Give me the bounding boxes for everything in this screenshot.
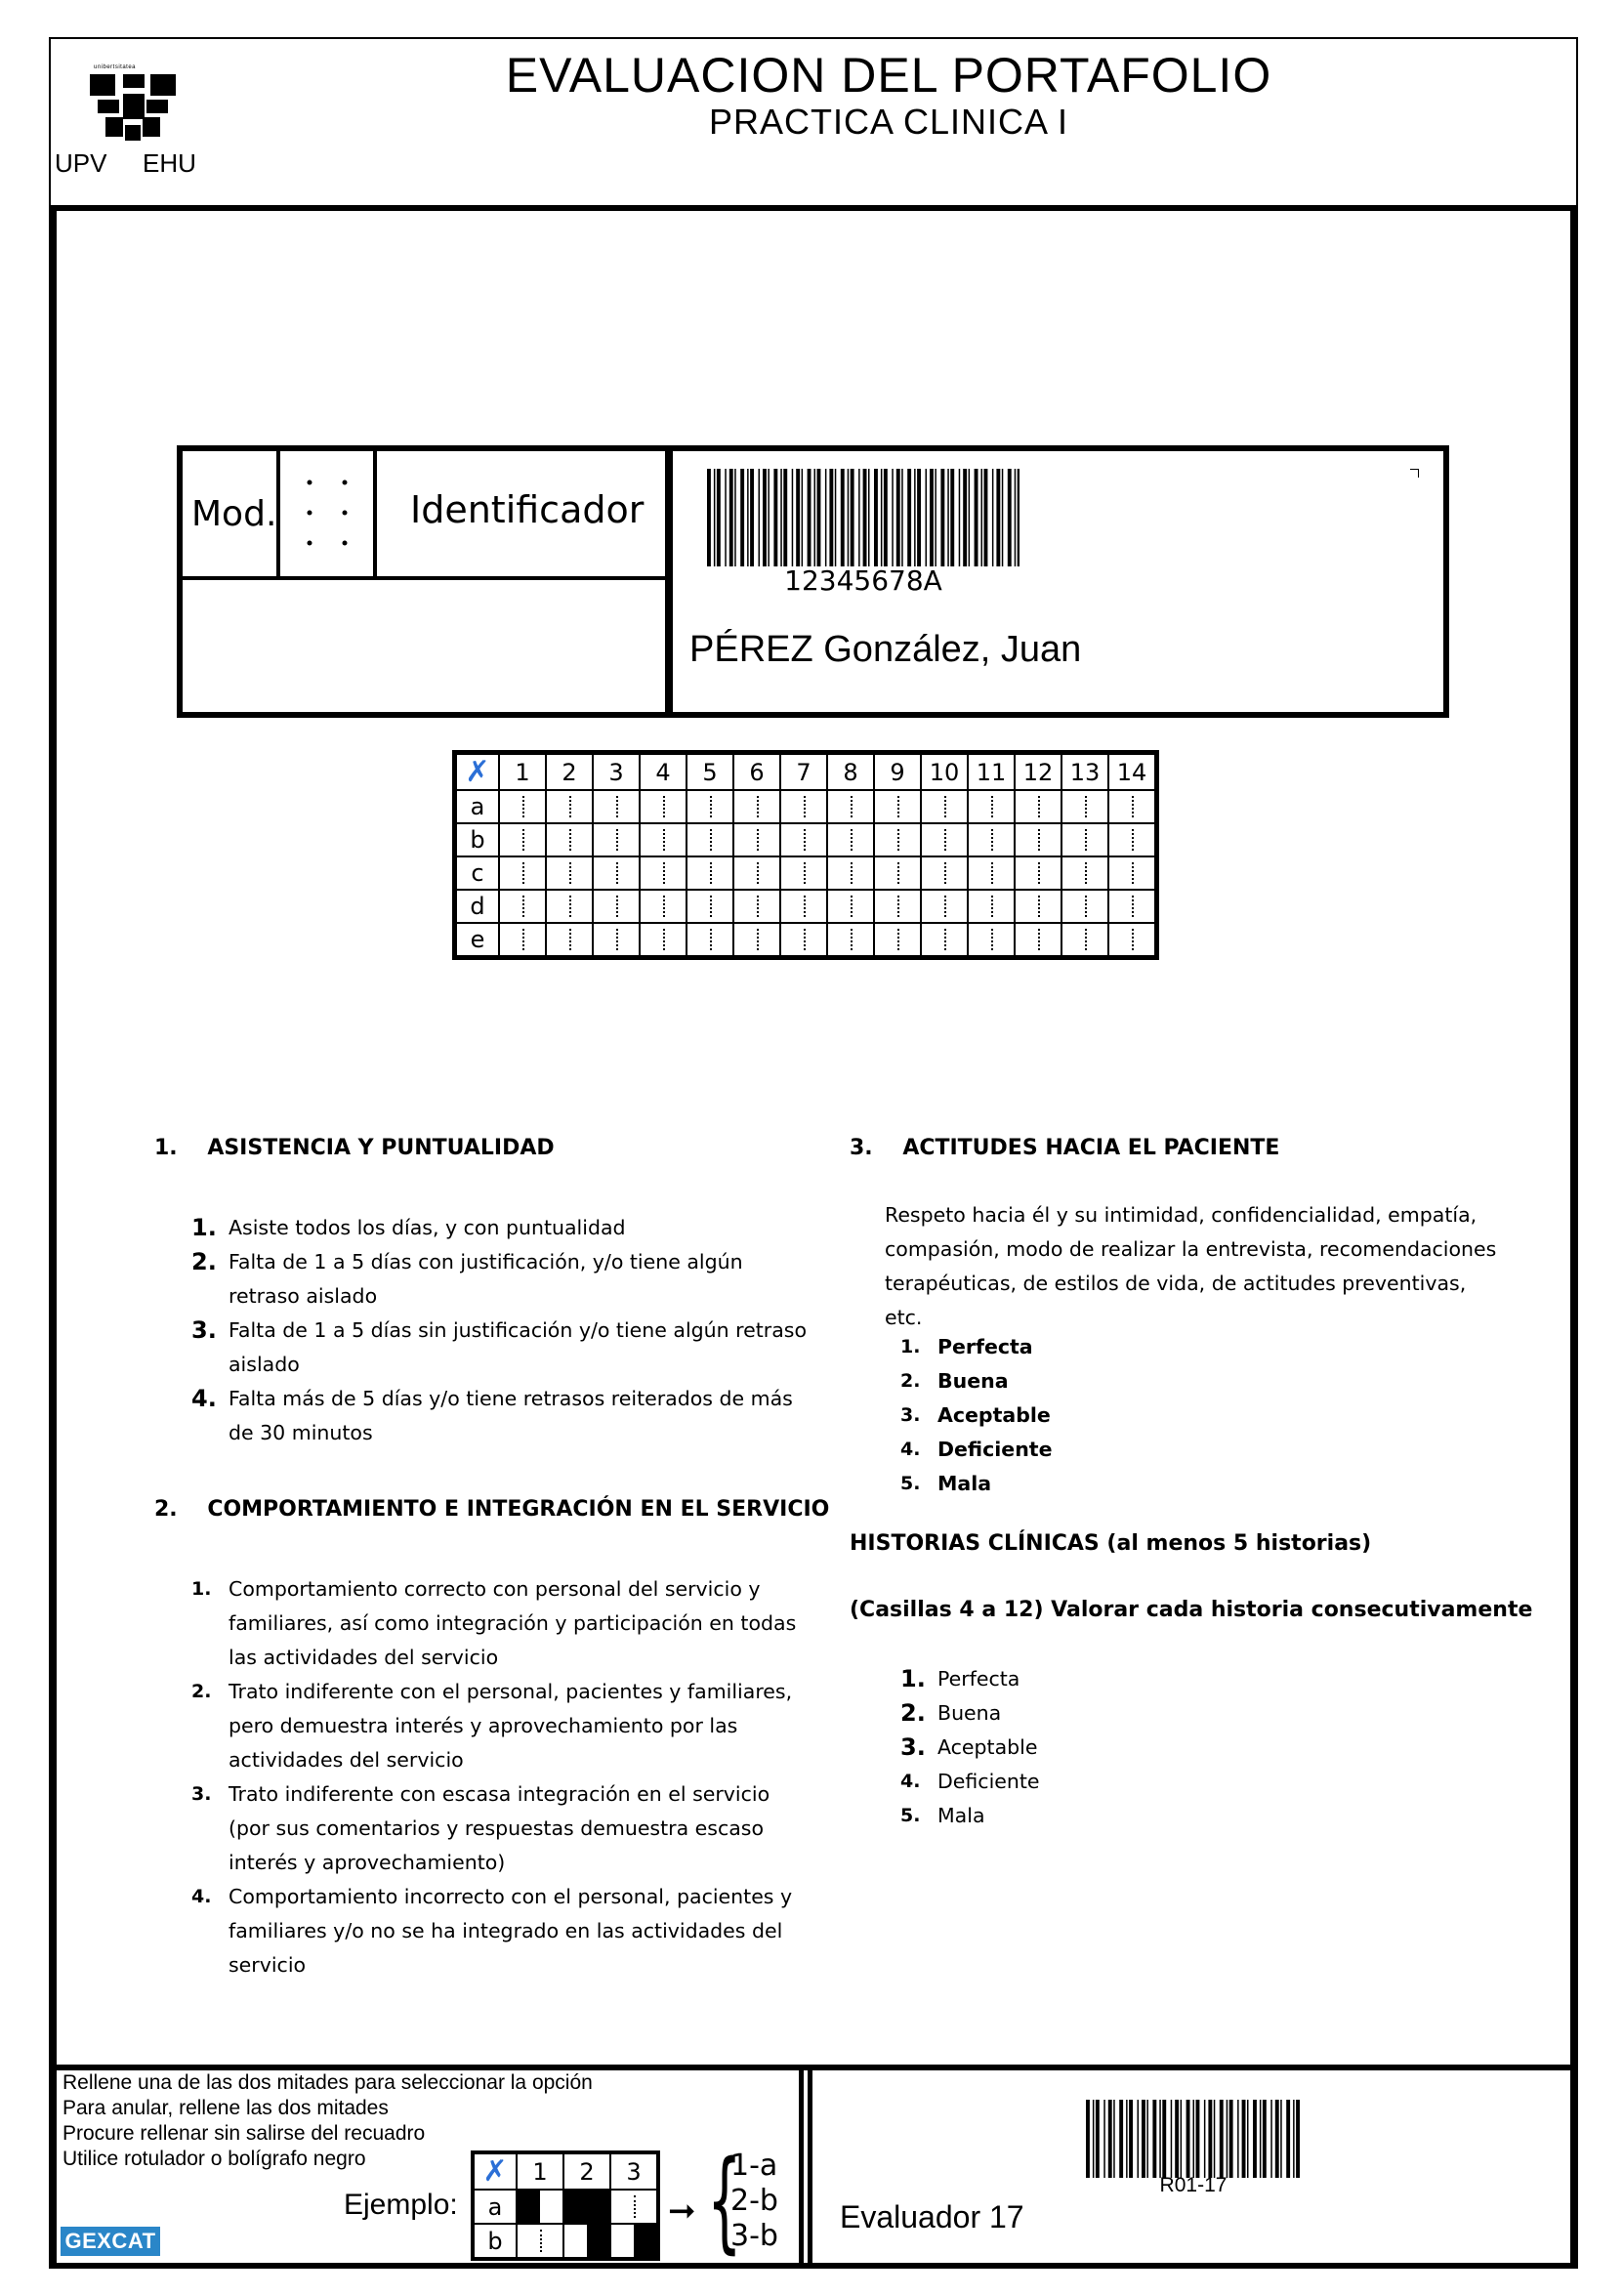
grid-col-header: 10 <box>921 753 968 791</box>
grid-row-label: c <box>455 856 500 890</box>
answer-cell-d-4[interactable] <box>640 890 687 923</box>
evaluator-code: R01-17 <box>1159 2174 1228 2196</box>
logo-tiny-text: unibertsitatea <box>94 64 137 70</box>
grid-row-e <box>455 923 1157 958</box>
section2-title-text: COMPORTAMIENTO E INTEGRACIÓN EN EL SERVICIO <box>207 1497 830 1522</box>
answer-cell-b-7[interactable] <box>780 823 827 856</box>
mod-dots-icon <box>280 459 373 566</box>
example-row-label: b <box>473 2224 517 2259</box>
list-item: 3. Trato indiferente con escasa integración en el servicio (por sus comentarios y respuestas demuestra escaso interés y aprovechamiento) <box>191 1782 770 1874</box>
answer-cell-c-10[interactable] <box>921 856 968 890</box>
answer-cell-d-13[interactable] <box>1061 890 1108 923</box>
answer-cell-c-9[interactable] <box>874 856 921 890</box>
example-grid <box>471 2150 660 2261</box>
list-item: 3. Aceptable <box>900 1403 1051 1427</box>
answer-cell-c-13[interactable] <box>1061 856 1108 890</box>
barcode-icon <box>707 469 1020 566</box>
gexcat-logo: GEXCAT <box>61 2227 160 2256</box>
example-cell-filled-full <box>563 2190 610 2224</box>
answer-cell-a-6[interactable] <box>733 790 780 823</box>
example-label: Ejemplo: <box>344 2189 458 2221</box>
grid-col-header: 6 <box>733 753 780 791</box>
answer-cell-e-7[interactable] <box>780 923 827 958</box>
section1-title <box>154 1136 555 1160</box>
answer-cell-e-2[interactable] <box>546 923 593 958</box>
list-item: 5. Mala <box>900 1472 992 1495</box>
example-result: 2-b <box>730 2184 778 2218</box>
arrow-right-icon: ➞ <box>668 2192 696 2230</box>
answer-cell-b-2[interactable] <box>546 823 593 856</box>
answer-cell-b-13[interactable] <box>1061 823 1108 856</box>
answer-cell-e-14[interactable] <box>1108 923 1157 958</box>
answer-cell-e-13[interactable] <box>1061 923 1108 958</box>
example-grid-header <box>473 2152 658 2190</box>
list-item: 1. Perfecta <box>900 1665 1020 1692</box>
section3-number: 3. <box>850 1136 873 1160</box>
list-item: 3. Falta de 1 a 5 días sin justificación y/o tiene algún retraso aislado <box>191 1316 808 1376</box>
answer-cell-c-6[interactable] <box>733 856 780 890</box>
answer-cell-d-3[interactable] <box>593 890 640 923</box>
answer-cell-b-5[interactable] <box>687 823 733 856</box>
answer-cell-a-1[interactable] <box>499 790 546 823</box>
example-result: 1-a <box>730 2149 778 2183</box>
grid-col-header: 3 <box>593 753 640 791</box>
grid-col-header: 5 <box>687 753 733 791</box>
answer-cell-a-3[interactable] <box>593 790 640 823</box>
answer-cell-a-13[interactable] <box>1061 790 1108 823</box>
answer-cell-d-8[interactable] <box>827 890 874 923</box>
grid-col-header: 4 <box>640 753 687 791</box>
grid-row-label: b <box>455 823 500 856</box>
answer-cell-c-4[interactable] <box>640 856 687 890</box>
grid-col-header: 13 <box>1061 753 1108 791</box>
list-item: 4. Falta más de 5 días y/o tiene retrasos reiterados de más de 30 minutos <box>191 1385 793 1444</box>
example-row-b <box>473 2224 658 2259</box>
section3-title-text: ACTITUDES HACIA EL PACIENTE <box>902 1136 1280 1160</box>
answer-cell-c-8[interactable] <box>827 856 874 890</box>
answer-cell-a-9[interactable] <box>874 790 921 823</box>
instruction-line: Procure rellenar sin salirse del recuadro <box>62 2122 426 2145</box>
answer-cell-e-5[interactable] <box>687 923 733 958</box>
list-item: 2. Falta de 1 a 5 días con justificación, y/o tiene algún retraso aislado <box>191 1248 743 1308</box>
section3-description: Respeto hacia él y su intimidad, confidencialidad, empatía, compasión, modo de realizar la entrevista, recomendaciones terapéuticas, de estilos de vida, de actitudes preventivas, etc. <box>885 1203 1497 1329</box>
footer-divider <box>799 2065 812 2269</box>
answer-cell-d-1[interactable] <box>499 890 546 923</box>
grid-col-header: 12 <box>1015 753 1061 791</box>
answer-cell-d-14[interactable] <box>1108 890 1157 923</box>
answer-cell-d-5[interactable] <box>687 890 733 923</box>
answer-cell-b-9[interactable] <box>874 823 921 856</box>
answer-cell-b-6[interactable] <box>733 823 780 856</box>
instruction-line: Para anular, rellene las dos mitades <box>62 2097 389 2119</box>
answer-cell-b-11[interactable] <box>968 823 1015 856</box>
answer-cell-d-11[interactable] <box>968 890 1015 923</box>
example-cell-filled-right <box>610 2224 658 2259</box>
mod-label: Mod. <box>191 494 277 534</box>
upv-ehu-logo-icon <box>84 66 182 145</box>
section1-title-text: ASISTENCIA Y PUNTUALIDAD <box>207 1136 555 1160</box>
answer-cell-b-14[interactable] <box>1108 823 1157 856</box>
historias-title: HISTORIAS CLÍNICAS (al menos 5 historias) <box>850 1531 1372 1556</box>
answer-cell-c-12[interactable] <box>1015 856 1061 890</box>
document-subtitle: PRACTICA CLINICA I <box>708 102 1069 142</box>
answer-cell-c-2[interactable] <box>546 856 593 890</box>
list-item: 2. Buena <box>900 1369 1009 1393</box>
evaluator-barcode-icon <box>1086 2100 1301 2178</box>
example-row-a <box>473 2190 658 2224</box>
answer-cell-a-4[interactable] <box>640 790 687 823</box>
grid-row-a <box>455 790 1157 823</box>
answer-cell-e-9[interactable] <box>874 923 921 958</box>
list-item: 4. Deficiente <box>900 1770 1040 1793</box>
logo-upv-text: UPV <box>55 148 107 178</box>
answer-cell-c-11[interactable] <box>968 856 1015 890</box>
grid-col-header: 14 <box>1108 753 1157 791</box>
answer-cell-c-3[interactable] <box>593 856 640 890</box>
example-cell-empty <box>610 2190 658 2224</box>
answer-cell-e-12[interactable] <box>1015 923 1061 958</box>
example-cell-filled-left <box>517 2190 563 2224</box>
answer-cell-b-1[interactable] <box>499 823 546 856</box>
answer-cell-d-7[interactable] <box>780 890 827 923</box>
answer-cell-b-12[interactable] <box>1015 823 1061 856</box>
example-col-header: 1 <box>517 2152 563 2190</box>
answer-cell-a-8[interactable] <box>827 790 874 823</box>
answer-cell-a-5[interactable] <box>687 790 733 823</box>
historias-options <box>900 1662 1291 1833</box>
grid-row-label: a <box>455 790 500 823</box>
grid-corner-x-icon: ✗ <box>455 753 500 791</box>
grid-col-header: 2 <box>546 753 593 791</box>
corner-mark-icon <box>1410 469 1419 478</box>
grid-corner-x-icon: ✗ <box>473 2152 517 2190</box>
student-name: PÉREZ González, Juan <box>689 629 1082 670</box>
list-item: 2. Buena <box>900 1699 1002 1727</box>
grid-row-label: d <box>455 890 500 923</box>
section3-title <box>850 1136 1279 1160</box>
answer-cell-e-8[interactable] <box>827 923 874 958</box>
instruction-line: Rellene una de las dos mitades para seleccionar la opción <box>62 2071 593 2094</box>
section2-number: 2. <box>154 1497 178 1522</box>
answer-cell-c-5[interactable] <box>687 856 733 890</box>
grid-row-d <box>455 890 1157 923</box>
answer-cell-a-11[interactable] <box>968 790 1015 823</box>
list-item: 4. Comportamiento incorrecto con el personal, pacientes y familiares y/o no se ha integrado en las actividades del servicio <box>191 1885 793 1977</box>
answer-cell-c-7[interactable] <box>780 856 827 890</box>
example-col-header: 2 <box>563 2152 610 2190</box>
grid-row-c <box>455 856 1157 890</box>
grid-col-header: 7 <box>780 753 827 791</box>
grid-row-b <box>455 823 1157 856</box>
list-item: 3. Aceptable <box>900 1733 1038 1761</box>
answer-cell-a-10[interactable] <box>921 790 968 823</box>
list-item: 1. Perfecta <box>900 1335 1033 1358</box>
answer-cell-d-9[interactable] <box>874 890 921 923</box>
list-item: 1. Comportamiento correcto con personal del servicio y familiares, así como integración y participación en todas las actividades del servicio <box>191 1577 797 1669</box>
historias-subtitle: (Casillas 4 a 12) Valorar cada historia consecutivamente <box>850 1598 1533 1622</box>
logo-ehu-text: EHU <box>143 148 196 178</box>
answer-cell-e-1[interactable] <box>499 923 546 958</box>
answer-cell-d-2[interactable] <box>546 890 593 923</box>
barcode-number: 12345678A <box>784 564 942 597</box>
list-item: 5. Mala <box>900 1804 985 1827</box>
answer-cell-c-14[interactable] <box>1108 856 1157 890</box>
answer-cell-b-8[interactable] <box>827 823 874 856</box>
answer-cell-e-4[interactable] <box>640 923 687 958</box>
answer-cell-b-3[interactable] <box>593 823 640 856</box>
brace-icon: { <box>707 2138 742 2265</box>
identifier-label: Identificador <box>410 488 645 531</box>
answer-cell-e-10[interactable] <box>921 923 968 958</box>
grid-col-header: 8 <box>827 753 874 791</box>
id-box-hline <box>177 576 669 580</box>
grid-row-label: e <box>455 923 500 958</box>
example-results <box>730 2149 778 2254</box>
answer-cell-a-7[interactable] <box>780 790 827 823</box>
list-item: 2. Trato indiferente con el personal, pacientes y familiares, pero demuestra interés y aprovechamiento por las actividades del servicio <box>191 1680 793 1772</box>
answer-grid-header <box>455 753 1157 791</box>
section1-options <box>191 1211 816 1450</box>
answer-cell-a-2[interactable] <box>546 790 593 823</box>
answer-cell-e-3[interactable] <box>593 923 640 958</box>
answer-cell-b-4[interactable] <box>640 823 687 856</box>
example-row-label: a <box>473 2190 517 2224</box>
section3-options <box>900 1330 1291 1501</box>
mod-separator <box>373 445 377 580</box>
grid-col-header: 11 <box>968 753 1015 791</box>
answer-cell-d-12[interactable] <box>1015 890 1061 923</box>
section2-title <box>154 1497 829 1522</box>
example-col-header: 3 <box>610 2152 658 2190</box>
grid-col-header: 9 <box>874 753 921 791</box>
instruction-line: Utilice rotulador o bolígrafo negro <box>62 2148 366 2170</box>
answer-cell-e-11[interactable] <box>968 923 1015 958</box>
answer-cell-d-6[interactable] <box>733 890 780 923</box>
list-item: 1. Asiste todos los días, y con puntualidad <box>191 1214 626 1241</box>
id-box-divider <box>665 445 673 718</box>
answer-cell-a-14[interactable] <box>1108 790 1157 823</box>
section1-number: 1. <box>154 1136 178 1160</box>
document-title: EVALUACION DEL PORTAFOLIO <box>505 48 1272 103</box>
example-cell-filled-right <box>563 2224 610 2259</box>
section2-options <box>191 1572 816 1983</box>
answer-cell-e-6[interactable] <box>733 923 780 958</box>
answer-cell-c-1[interactable] <box>499 856 546 890</box>
answer-grid <box>452 750 1159 960</box>
answer-cell-a-12[interactable] <box>1015 790 1061 823</box>
answer-cell-b-10[interactable] <box>921 823 968 856</box>
example-cell-empty <box>517 2224 563 2259</box>
grid-col-header: 1 <box>499 753 546 791</box>
example-result: 3-b <box>730 2219 778 2253</box>
answer-cell-d-10[interactable] <box>921 890 968 923</box>
evaluator-label: Evaluador 17 <box>840 2199 1024 2234</box>
list-item: 4. Deficiente <box>900 1438 1053 1461</box>
